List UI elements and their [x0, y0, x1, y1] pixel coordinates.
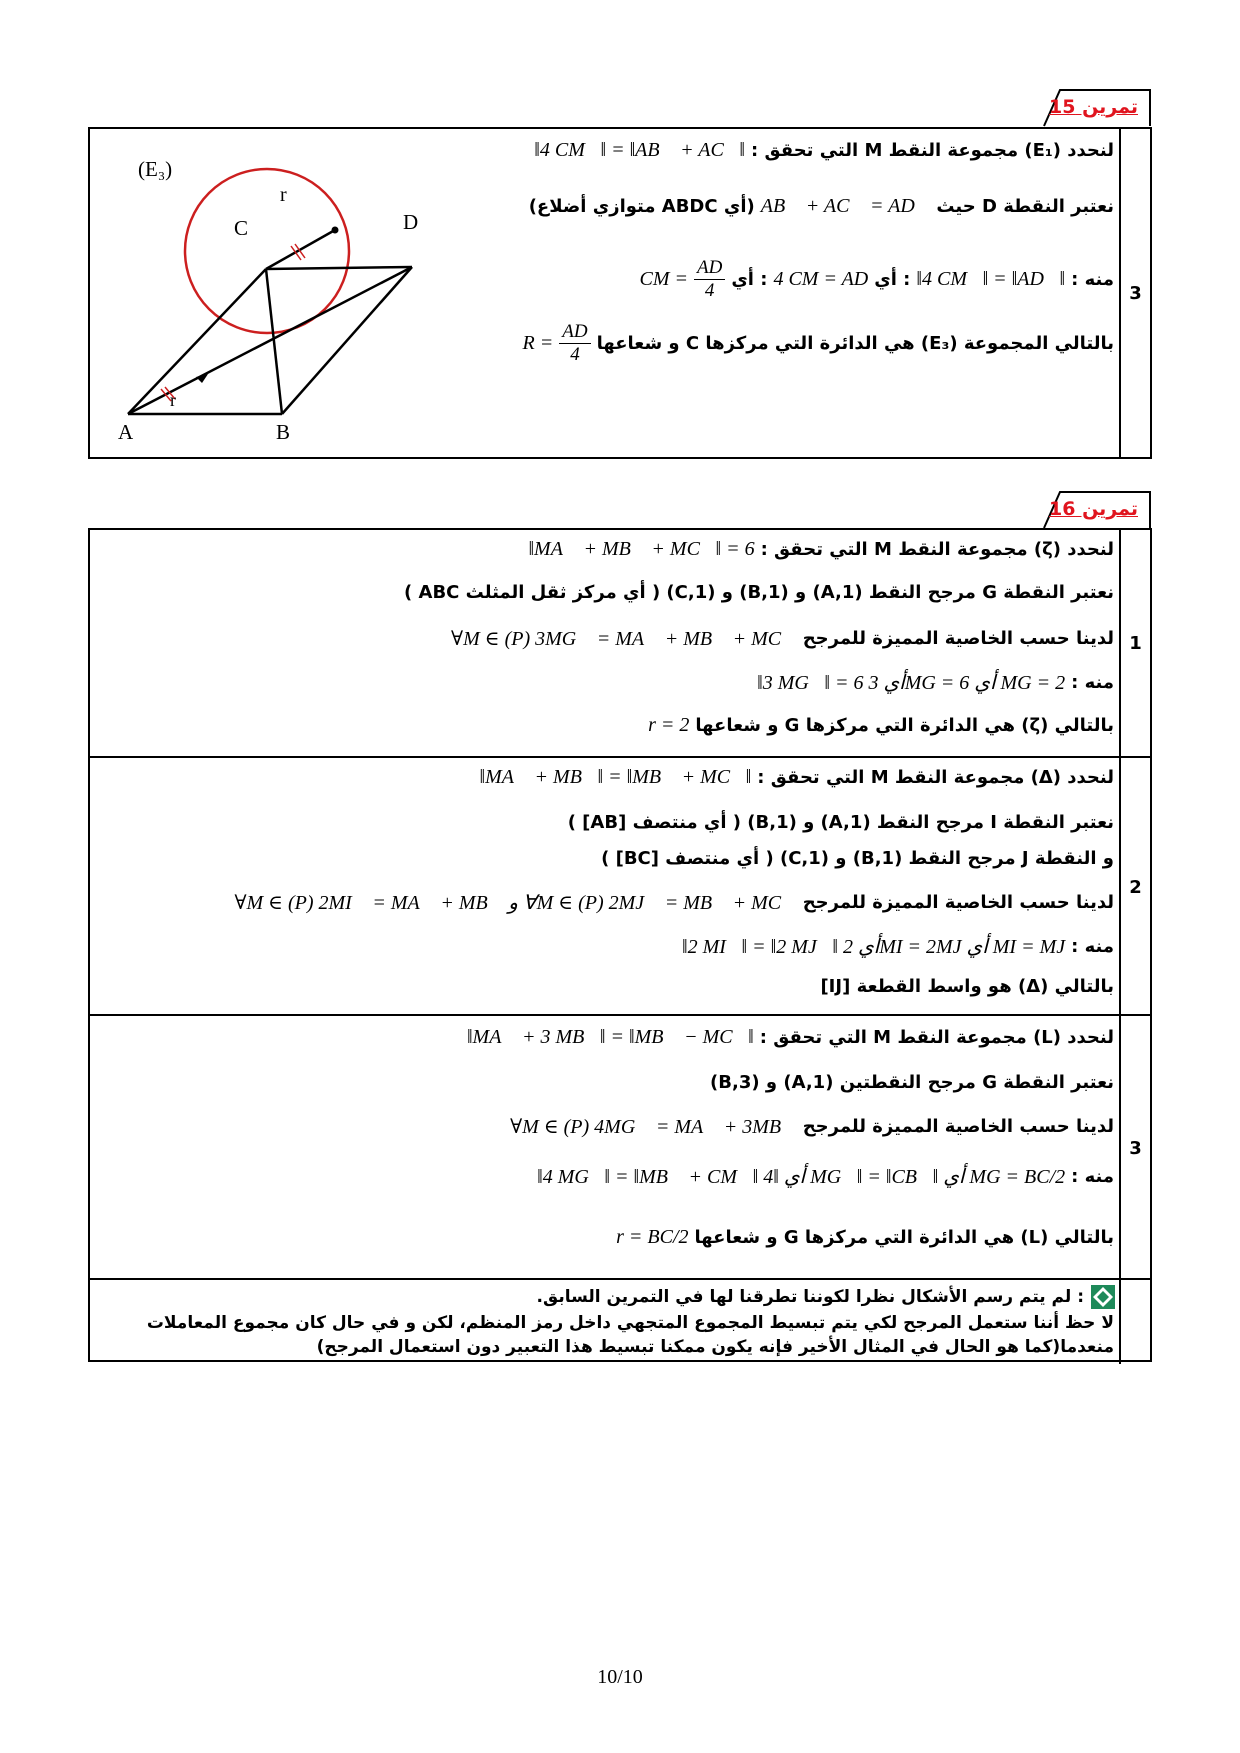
exercise-16-title: تمرين 16	[1049, 498, 1138, 520]
line-math: ∀M ∈ (P) 3MG⃗ = MA⃗ + MB⃗ + MC⃗	[451, 628, 797, 650]
ex15-line-3-ai-1: : أي	[874, 269, 911, 290]
ex15-fraction-2	[559, 321, 590, 366]
segment-bd	[282, 267, 412, 414]
ex16-note	[90, 1278, 1150, 1364]
label-d: D	[403, 210, 419, 234]
ex16-part-1	[90, 530, 1150, 756]
ex16-p2-line-1	[479, 766, 1114, 789]
circle-e3	[185, 169, 349, 333]
note-line-3: منعدما(كما هو الحال في المثال الأخير فإنه يكون ممكنا تبسيط هذا التعبير دون استعمال المرجح)	[316, 1337, 1114, 1357]
line-text: لدينا حسب الخاصية المميزة للمرجح	[802, 1116, 1114, 1137]
ex15-line-4-text: بالتالي المجموعة (E₃) هي الدائرة التي مركزها C و شعاعها	[596, 333, 1114, 354]
ex15-figure	[90, 129, 530, 459]
ex15-line-3-math-2: 4 CM = AD	[773, 268, 869, 290]
line-text: نعتبر النقطة G مرجح النقطتين (A,1) و (B,3)	[710, 1072, 1114, 1093]
note-line-1: : لم يتم رسم الأشكال نظرا لكوننا تطرقنا لها في التمرين السابق.	[536, 1287, 1084, 1307]
line-text: بالتالي (L) هي الدائرة التي مركزها G و شعاعها	[694, 1227, 1114, 1248]
radius-endpoint	[332, 227, 339, 234]
line-text: منه :	[1071, 936, 1114, 957]
label-c: C	[234, 216, 249, 240]
note-icon	[1090, 1284, 1116, 1310]
line-text: نعتبر النقطة I مرجح النقط (A,1) و (B,1) ( أي منتصف [AB] )	[567, 812, 1114, 833]
exercise-16-tab	[1042, 490, 1152, 528]
line-text: لدينا حسب الخاصية المميزة للمرجح	[802, 628, 1114, 649]
exercise-15-tab	[1042, 88, 1152, 126]
ex15-line-2	[529, 195, 1114, 218]
ex15-line-3-math-3: CM =	[639, 268, 688, 290]
line-text: منه :	[1071, 1166, 1114, 1187]
note-line-2: لا حظ أننا ستعمل المرجح لكي يتم تبسيط المجموع المتجهي داخل رمز المنظم، لكن و في حال كان مجموع المعاملات	[146, 1313, 1114, 1333]
ex15-line-3-ai-2: : أي	[731, 269, 768, 290]
label-r-top: r	[280, 184, 287, 206]
line-text: بالتالي (Δ) هو واسط القطعة [IJ]	[820, 976, 1114, 997]
label-b: B	[276, 420, 291, 444]
line-text: نعتبر النقطة G مرجح النقط (A,1) و (B,1) و (C,1) ( أي مركز ثقل المثلث ABC )	[404, 582, 1114, 603]
line-math: ‖MA⃗ + MB⃗ + MC⃗‖ = 6	[528, 538, 755, 560]
ex16-p2-line-3	[601, 848, 1114, 869]
exercise-16-box	[88, 528, 1152, 1362]
part-number: 1	[1119, 530, 1150, 756]
ex16-p2-line-4	[234, 890, 1114, 915]
line-math: ‖MA⃗ + MB⃗‖ = ‖MB⃗ + MC⃗‖	[479, 766, 752, 788]
line-math: ∀M ∈ (P) 2MI⃗ = MA⃗ + MB⃗ و ∀M ∈ (P) 2MJ⃗ = MB⃗ + MC⃗	[234, 892, 797, 914]
line-text: بالتالي (ζ) هي الدائرة التي مركزها G و شعاعها	[695, 715, 1114, 736]
ex15-fraction-1	[694, 257, 725, 302]
label-e3: (E₃)	[138, 157, 173, 181]
ex15-line-4	[523, 321, 1114, 366]
ex15-line-1	[534, 139, 1114, 162]
line-math: ∀M ∈ (P) 4MG⃗ = MA⃗ + 3MB⃗	[510, 1116, 797, 1138]
ex15-line-1-math: ‖4 CM⃗‖ = ‖AB⃗ + AC⃗‖	[534, 139, 746, 161]
radius-segment	[266, 230, 335, 269]
exercise-15-box	[88, 127, 1152, 459]
ex15-fraction-1-den: 4	[704, 280, 715, 301]
ex16-p2-line-2	[568, 812, 1114, 833]
line-text: لنحدد (ζ) مجموعة النقط M التي تحقق :	[760, 539, 1114, 560]
label-a: A	[118, 420, 134, 444]
ex16-p3-line-1	[467, 1026, 1114, 1049]
line-text: و النقطة J مرجح النقط (B,1) و (C,1) ( أي منتصف [BC] )	[601, 848, 1114, 869]
ex16-p1-line-4	[757, 670, 1114, 695]
ex15-fraction-1-num: AD	[694, 257, 725, 280]
ex15-line-4-math: R =	[522, 332, 554, 354]
ex16-p2-line-5	[682, 934, 1114, 959]
ex16-p3-line-2	[710, 1072, 1114, 1093]
ex15-line-2-text: نعتبر النقطة D حيث	[936, 196, 1114, 217]
line-math: ‖3 MG⃗‖ = 6 أي 3MG = 6 أي MG = 2	[757, 672, 1066, 694]
ex16-p1-line-2	[404, 582, 1114, 603]
ex15-fraction-2-den: 4	[570, 344, 580, 365]
ex16-p1-line-5	[648, 714, 1114, 737]
line-math: ‖2 MI⃗‖ = ‖2 MJ⃗‖ أي 2MI = 2MJ أي MI = MJ	[682, 936, 1066, 958]
ex16-part-3	[90, 1014, 1150, 1280]
exercise-15-title: تمرين 15	[1049, 96, 1138, 118]
label-r-bottom: r	[170, 390, 176, 410]
line-math: ‖4 MG⃗‖ = ‖MB⃗ + CM⃗‖ أي ‖4 MG⃗‖ = ‖CB⃗‖ أي MG = BC/2	[537, 1166, 1066, 1188]
ex16-p3-line-3	[510, 1114, 1114, 1139]
line-math: r = BC/2	[616, 1226, 689, 1248]
line-text: لدينا حسب الخاصية المميزة للمرجح	[802, 892, 1114, 913]
ex15-line-1-text: لنحدد (E₁) مجموعة النقط M التي تحقق :	[751, 140, 1114, 161]
part-number: 3	[1119, 1016, 1150, 1280]
line-math: ‖MA⃗ + 3 MB⃗‖ = ‖MB⃗ − MC⃗‖	[466, 1026, 754, 1048]
ex16-part-2	[90, 756, 1150, 1016]
ex15-fraction-2-num: AD	[559, 321, 590, 344]
line-text: لنحدد (Δ) مجموعة النقط M التي تحقق :	[757, 767, 1114, 788]
segment-cd	[266, 267, 412, 269]
line-math: r = 2	[648, 714, 690, 736]
page-number: 10/10	[597, 1666, 643, 1688]
ex15-line-2-tail: (أي ABDC متوازي أضلاع)	[528, 196, 755, 217]
part-number: 2	[1119, 758, 1150, 1016]
ex16-p2-line-6	[820, 976, 1114, 997]
ex16-p1-line-3	[451, 626, 1114, 651]
line-text: منه :	[1071, 672, 1114, 693]
question-number: 3	[1119, 129, 1150, 457]
ex16-p3-line-4	[537, 1164, 1114, 1189]
ex15-line-3-math-1: ‖4 CM⃗‖ = ‖AD⃗‖	[916, 268, 1066, 290]
ex15-line-2-math: AB⃗ + AC⃗ = AD⃗	[760, 195, 931, 217]
ex16-p1-line-1	[528, 538, 1114, 561]
ex15-line-3	[639, 257, 1114, 302]
line-text: لنحدد (L) مجموعة النقط M التي تحقق :	[759, 1027, 1114, 1048]
ex15-line-3-text: منه :	[1071, 269, 1114, 290]
ex16-p3-line-5	[616, 1226, 1114, 1249]
note-number-cell	[1119, 1280, 1150, 1364]
segment-ac	[128, 269, 266, 414]
